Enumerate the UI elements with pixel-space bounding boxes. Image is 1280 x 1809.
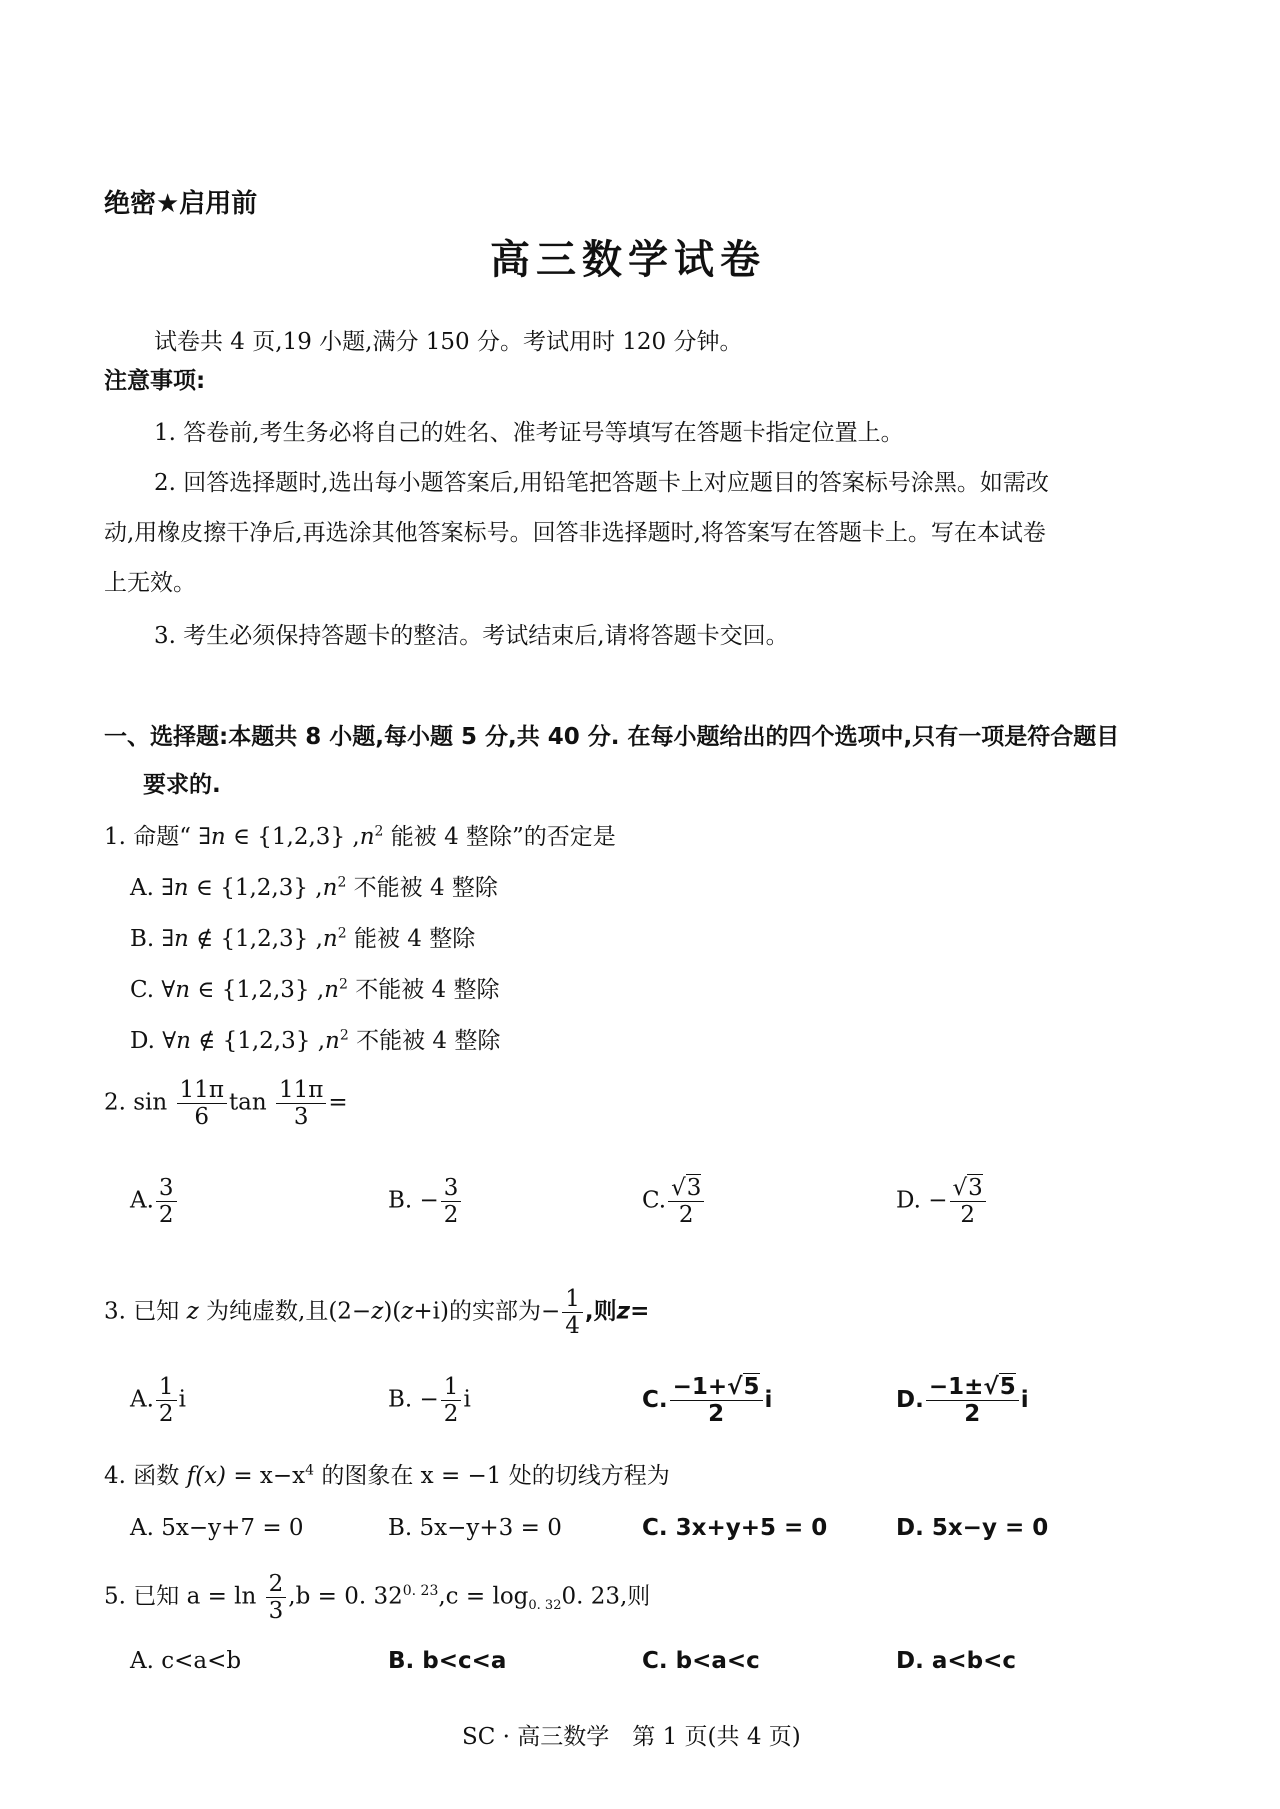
question-5-option-d[interactable]: D. a<b<c [896, 1648, 1016, 1674]
question-1-stem: 1. 命题“ ∃n ∈ {1,2,3} $,n^2$ 能被 4 整除”的否定是 [104, 823, 616, 850]
question-2-option-c[interactable]: C. $\frac{√3}{2}$ [642, 1176, 706, 1227]
note-item-2-line-3: 上无效。 [104, 570, 196, 596]
section-heading-line-2: 要求的. [143, 772, 221, 798]
question-2-option-a[interactable]: A. $\frac{3}{2}$ [130, 1176, 179, 1227]
question-3-option-d[interactable]: D. $\frac{-1\pm√5}{2}$ i [896, 1374, 1029, 1428]
question-5-option-a[interactable]: A. c<a<b [130, 1648, 242, 1674]
question-4-stem: 4. 函数 $f(x) = x-x^4$ 的图象在 x = −1 处的切线方程为 [104, 1462, 670, 1489]
question-4-option-b[interactable]: B. 5x−y+3 = 0 [388, 1515, 562, 1541]
question-1-option-b[interactable]: B. ∃n ∉ {1,2,3} $,n^2$ 能被 4 整除 [130, 925, 476, 952]
note-item-2-line-1: 2. 回答选择题时,选出每小题答案后,用铅笔把答题卡上对应题目的答案标号涂黑。如需改 [154, 470, 1049, 496]
question-2-stem: 2. sin $\frac{11\pi}{6}$ tan $\frac{11\pi}{3}$ = [104, 1077, 348, 1131]
section-heading-line-1: 一、选择题:本题共 8 小题,每小题 5 分,共 40 分. 在每小题给出的四个选项中,只有一项是符合题目 [104, 724, 1120, 750]
secret-label: 绝密★启用前 [104, 189, 258, 219]
question-4-option-d[interactable]: D. 5x−y = 0 [896, 1515, 1049, 1541]
question-2-option-b[interactable]: B. − $\frac{3}{2}$ [388, 1176, 463, 1227]
question-5-option-c[interactable]: C. b<a<c [642, 1648, 760, 1674]
question-5-stem: 5. 已知 a = ln $\frac{2}{3}$ ,b = 0. $32^{0. 23},c = \log_{0. 32}0$. 23,则 [104, 1571, 651, 1625]
note-item-3: 3. 考生必须保持答题卡的整洁。考试结束后,请将答题卡交回。 [154, 623, 789, 649]
question-4-option-c[interactable]: C. 3x+y+5 = 0 [642, 1515, 828, 1541]
page-footer: SC · 高三数学 第 1 页(共 4 页) [462, 1724, 801, 1750]
question-3-option-b[interactable]: B. − $\frac{1}{2}$ i [388, 1374, 471, 1428]
question-2-option-d[interactable]: D. − $\frac{√3}{2}$ [896, 1176, 988, 1227]
question-1-option-d[interactable]: D. ∀n ∉ {1,2,3} $,n^2$ 不能被 4 整除 [130, 1027, 501, 1054]
page-title: 高三数学试卷 [490, 237, 766, 283]
question-4-option-a[interactable]: A. 5x−y+7 = 0 [130, 1515, 304, 1541]
question-1-option-c[interactable]: C. ∀n ∈ {1,2,3} $,n^2$ 不能被 4 整除 [130, 976, 500, 1003]
question-3-option-c[interactable]: C. $\frac{-1+√5}{2}$ i [642, 1374, 773, 1428]
question-3-option-a[interactable]: A. $\frac{1}{2}$ i [130, 1374, 186, 1428]
notes-heading: 注意事项: [104, 368, 206, 394]
question-1-option-a[interactable]: A. ∃n ∈ {1,2,3} $,n^2$ 不能被 4 整除 [130, 874, 498, 901]
intro-text: 试卷共 4 页,19 小题,满分 150 分。考试用时 120 分钟。 [154, 329, 743, 355]
note-item-2-line-2: 动,用橡皮擦干净后,再选涂其他答案标号。回答非选择题时,将答案写在答题卡上。写在本试卷 [104, 520, 1046, 546]
note-item-1: 1. 答卷前,考生务必将自己的姓名、准考证号等填写在答题卡指定位置上。 [154, 420, 904, 446]
question-5-option-b[interactable]: B. b<c<a [388, 1648, 507, 1674]
question-3-stem: 3. 已知 z 为纯虚数,且(2−z)(z+i)的实部为− $\frac{1}{4}$ ,则z= [104, 1286, 650, 1340]
